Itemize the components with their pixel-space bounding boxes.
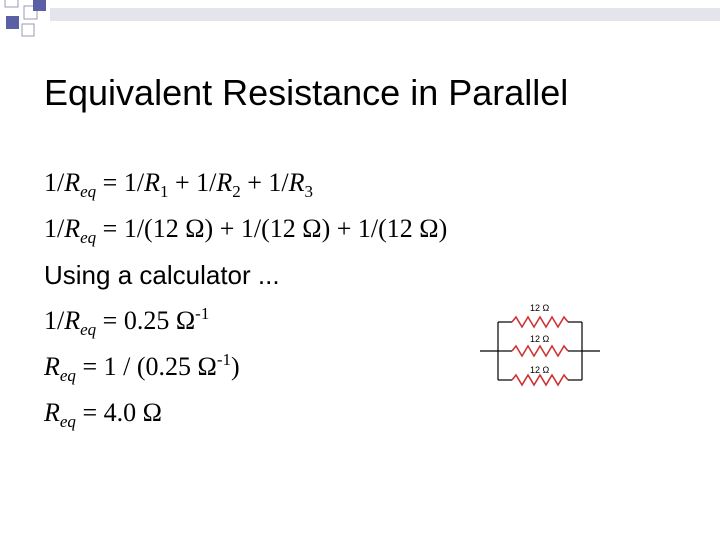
subscript: eq	[80, 182, 97, 201]
variable-symbol: R	[64, 306, 81, 335]
subscript: eq	[59, 366, 76, 385]
subscript: eq	[80, 320, 97, 339]
deco-square	[5, 0, 18, 7]
equation-line	[44, 298, 447, 344]
slide-decoration	[0, 0, 720, 40]
resistor-3-label: 12 Ω	[530, 365, 550, 375]
deco-square	[22, 24, 34, 36]
deco-square	[33, 0, 46, 11]
subscript: eq	[80, 228, 97, 247]
text-segment: 1/	[44, 306, 65, 335]
deco-square	[6, 16, 19, 29]
text-segment: = 1/	[96, 168, 145, 197]
text-segment: = 4.0 Ω	[75, 398, 162, 427]
text-segment: = 1 / (0.25 Ω	[75, 352, 217, 381]
text-segment: )	[230, 352, 240, 381]
equation-line	[44, 206, 447, 252]
variable-symbol: R	[288, 168, 305, 197]
resistor-1	[512, 317, 568, 327]
resistor-2-label: 12 Ω	[530, 334, 550, 344]
text-segment: + 1/	[168, 168, 217, 197]
deco-bar	[50, 8, 720, 21]
equation-line	[44, 252, 447, 298]
resistor-2	[512, 346, 568, 356]
slide-title: Equivalent Resistance in Parallel	[44, 72, 569, 113]
subscript: 2	[232, 182, 241, 201]
text-segment: + 1/	[240, 168, 289, 197]
equation-line	[44, 160, 447, 206]
variable-symbol: R	[64, 214, 81, 243]
text-segment: 1/	[44, 214, 65, 243]
superscript: -1	[195, 304, 210, 323]
variable-symbol: R	[44, 398, 60, 427]
text-segment: 1/	[44, 168, 65, 197]
subscript: eq	[59, 412, 76, 431]
parallel-circuit-diagram	[480, 296, 600, 388]
variable-symbol: R	[144, 168, 160, 197]
resistor-3	[512, 375, 568, 385]
superscript: -1	[216, 350, 231, 369]
text-segment: Using a calculator ...	[44, 260, 280, 290]
text-segment: = 0.25 Ω	[96, 306, 196, 335]
text-segment: = 1/(12 Ω) + 1/(12 Ω) + 1/(12 Ω)	[96, 214, 448, 243]
variable-symbol: R	[216, 168, 233, 197]
equation-line	[44, 344, 447, 390]
subscript: 1	[159, 182, 169, 201]
variable-symbol: R	[64, 168, 81, 197]
equation-lines	[44, 160, 447, 436]
equation-line	[44, 390, 447, 436]
resistor-1-label: 12 Ω	[530, 303, 550, 313]
variable-symbol: R	[44, 352, 60, 381]
subscript: 3	[304, 182, 314, 201]
